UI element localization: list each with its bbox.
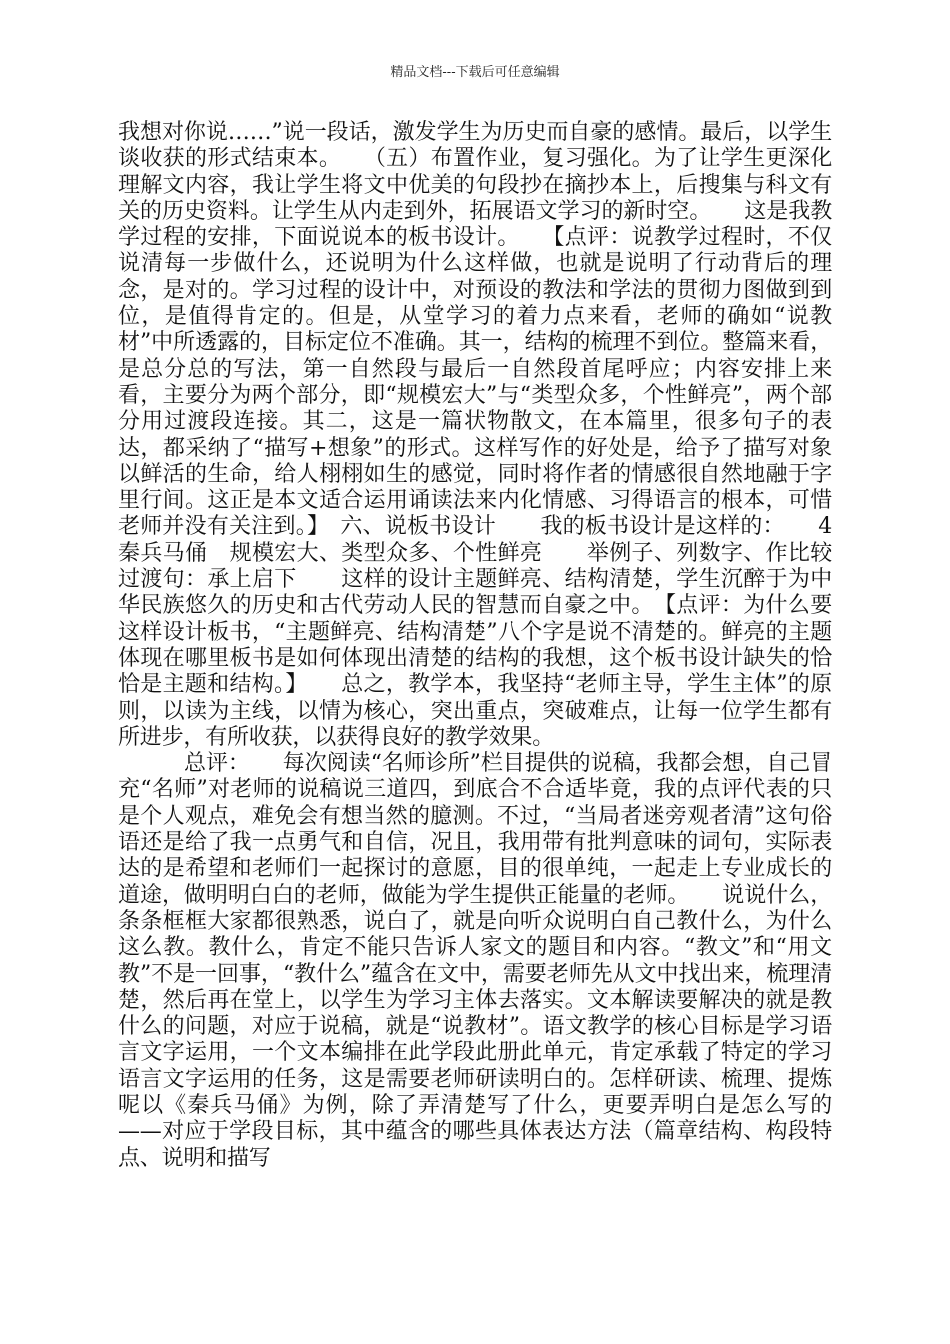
document-body: [118, 120, 854, 1172]
body-paragraph-2: 总评： 每次阅读“名师诊所”栏目提供的说稿，我都会想，自己冒充“名师”对老师的说稿说三道四，到底合不合适毕竟，我的点评代表的只是个人观点，难免会有想当然的臆测。不过，“当局者迷旁观者清”这句俗语还是给了我一点勇气和自信，况且，我用带有批判意味的词句，实际表达的是希望和老师们一起探讨的意愿，目的很单纯，一起走上专业成长的道途，做明明白白的老师，做能为学生提供正能量的老师。 说说什么，条条框框大家都很熟悉，说白了，就是向听众说明白自己教什么，为什么这么教。教什么，肯定不能只告诉人家文的题目和内容。“教文”和“用文教”不是一回事，“教什么”蕴含在文中，需要老师先从文中找出来，梳理清楚，然后再在堂上，以学生为学习主体去落实。文本解读要解决的就是教什么的问题，对应于说稿，就是“说教材”。语文教学的核心目标是学习语言文字运用，一个文本编排在此学段此册此单元，肯定承载了特定的学习语言文字运用的任务，这是需要老师研读明白的。怎样研读、梳理、提炼呢以《秦兵马俑》为例，除了弄清楚写了什么，更要弄明白是怎么写的——对应于学段目标，其中蕴含的哪些具体表达方法（篇章结构、构段特点、说明和描写: [118, 751, 832, 1171]
body-paragraph-1: 我想对你说……”说一段话，激发学生为历史而自豪的感情。最后，以学生谈收获的形式结束本。 （五）布置作业，复习强化。为了让学生更深化理解文内容，我让学生将文中优美的句段抄在摘抄本上，后搜集与科文有关的历史资料。让学生从内走到外，拓展语文学习的新时空。 这是我教学过程的安排，下面说说本的板书设计。 【点评：说教学过程时，不仅说清每一步做什么，还说明为什么这样做，也就是说明了行动背后的理念，是对的。学习过程的设计中，对预设的教法和学法的贯彻力图做到到位，是值得肯定的。但是，从堂学习的着力点来看，老师的确如“说教材”中所透露的，目标定位不准确。其一，结构的梳理不到位。整篇来看，是总分总的写法，第一自然段与最后一自然段首尾呼应；内容安排上来看，主要分为两个部分，即“规模宏大”与“类型众多，个性鲜亮”，两个部分用过渡段连接。其二，这是一篇状物散文，在本篇里，很多句子的表达，都采纳了“描写+想象”的形式。这样写作的好处是，给予了描写对象以鲜活的生命，给人栩栩如生的感觉，同时将作者的情感很自然地融于字里行间。这正是本文适合运用诵读法来内化情感、习得语言的根本，可惜老师并没有关注到。】 六、说板书设计 我的板书设计是这样的： 4秦兵马俑 规模宏大、类型众多、个性鲜亮 举例子、列数字、作比较 过渡句：承上启下 这样的设计主题鲜亮、结构清楚，学生沉醉于为中华民族悠久的历史和古代劳动人民的智慧而自豪之中。 【点评：为什么要这样设计板书，“主题鲜亮、结构清楚”八个字是说不清楚的。鲜亮的主题体现在哪里板书是如何体现出清楚的结构的我想，这个板书设计缺失的恰恰是主题和结构。】 总之，教学本，我坚持“老师主导，学生主体”的原则，以读为主线，以情为核心，突出重点，突破难点，让每一位学生都有所进步，有所收获，以获得良好的教学效果。: [118, 120, 854, 750]
page-header: 精品文档---下载后可任意编辑: [390, 65, 560, 80]
